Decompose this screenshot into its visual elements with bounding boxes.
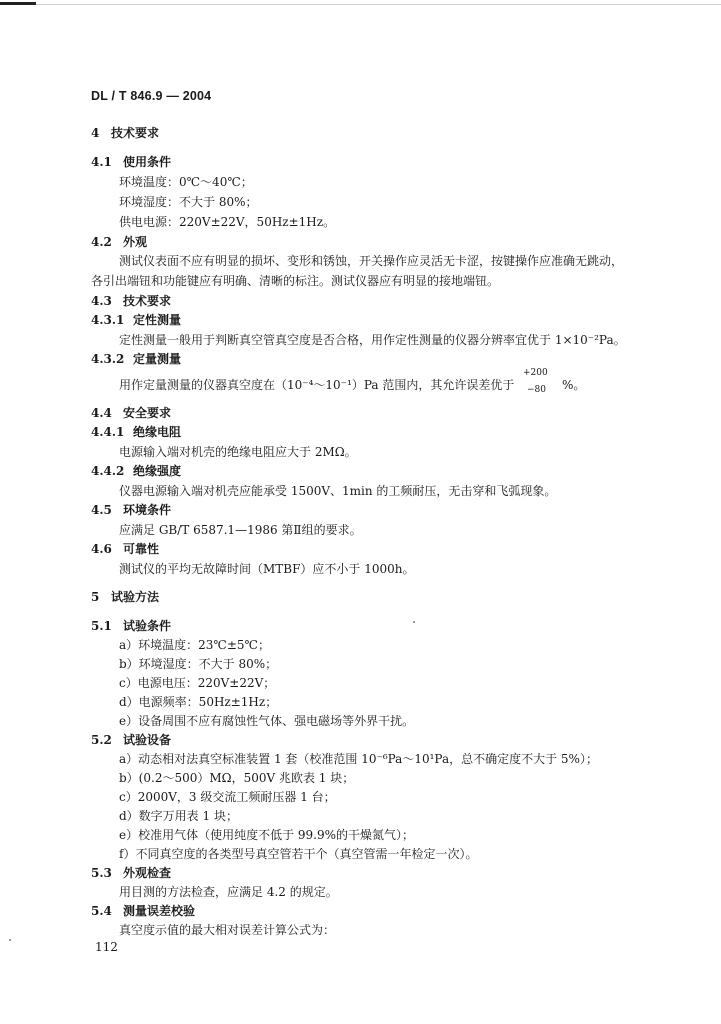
text-line <box>119 827 414 843</box>
line-text: d）电源频率：50Hz±1Hz； <box>119 695 278 709</box>
section-number: 5 <box>91 590 100 604</box>
section-heading <box>91 351 181 367</box>
line-text: 供电电源：220V±22V，50Hz±1Hz。 <box>119 215 336 229</box>
section-number: 4.2 <box>91 235 112 249</box>
text-line <box>119 656 277 672</box>
scan-speck <box>9 939 11 941</box>
section-number: 5.4 <box>91 904 112 918</box>
line-text: a）环境温度：23℃±5℃； <box>119 638 270 652</box>
text-line <box>119 444 357 460</box>
section-number: 4.5 <box>91 503 112 517</box>
section-title: 试验设备 <box>123 733 172 747</box>
text-line <box>119 808 238 824</box>
section-heading <box>91 618 171 634</box>
section-heading <box>91 502 171 518</box>
section-heading <box>91 589 159 605</box>
standard-header: DL / T 846.9 — 2004 <box>91 89 212 103</box>
page-number: 112 <box>95 940 118 954</box>
line-text: 用作定量测量的仪器真空度在（10⁻⁴～10⁻¹）Pa 范围内，其允许误差优于 <box>119 378 515 392</box>
section-number: 5.1 <box>91 619 112 633</box>
section-title: 测量误差校验 <box>123 904 196 918</box>
line-text: b）环境湿度：不大于 80%； <box>119 657 278 671</box>
line-text: 环境湿度：不大于 80%； <box>119 195 258 209</box>
text-line <box>119 174 253 190</box>
text-line <box>119 884 338 900</box>
section-title: 试验方法 <box>111 590 160 604</box>
text-line <box>119 253 623 269</box>
section-number: 4.1 <box>91 155 112 169</box>
line-text: 环境温度：0℃～40℃； <box>119 175 253 189</box>
section-heading <box>91 732 171 748</box>
tolerance-lower: −80 <box>527 385 546 395</box>
section-number: 5.2 <box>91 733 112 747</box>
section-heading <box>91 541 159 557</box>
line-text: a）动态相对法真空标准装置 1 套（校准范围 10⁻⁶Pa～10¹Pa，总不确定度不大于 5%）； <box>119 752 598 766</box>
line-text: d）数字万用表 1 块； <box>119 809 238 823</box>
line-text: c）2000V，3 级交流工频耐压器 1 台； <box>119 790 336 804</box>
section-heading <box>91 405 171 421</box>
top-corner-mark <box>0 2 36 5</box>
text-line <box>119 194 258 210</box>
section-title: 试验条件 <box>123 619 172 633</box>
section-heading <box>91 865 171 881</box>
text-line <box>119 377 514 393</box>
text-line <box>119 789 336 805</box>
text-line <box>119 694 277 710</box>
text-line <box>119 675 275 691</box>
section-title: 定量测量 <box>133 352 182 366</box>
text-line <box>119 922 335 938</box>
text-line <box>119 770 354 786</box>
section-title: 使用条件 <box>123 155 172 169</box>
top-border-line <box>0 4 721 5</box>
section-number: 4.3 <box>91 294 112 308</box>
section-title: 绝缘强度 <box>133 464 182 478</box>
scan-speck <box>413 621 415 623</box>
section-title: 绝缘电阻 <box>133 425 182 439</box>
text-line <box>119 713 414 729</box>
text-line <box>119 561 415 577</box>
section-number: 4.6 <box>91 542 112 556</box>
section-number: 4.3.1 <box>91 313 125 327</box>
section-number: 4 <box>91 126 100 140</box>
line-text: 测试仪的平均无故障时间（MTBF）应不小于 1000h。 <box>119 562 415 576</box>
line-text: %。 <box>562 378 586 392</box>
text-line <box>119 522 362 538</box>
line-text: 真空度示值的最大相对误差计算公式为： <box>119 923 336 937</box>
section-heading <box>91 463 181 479</box>
section-title: 技术要求 <box>123 294 172 308</box>
line-text: e）设备周围不应有腐蚀性气体、强电磁场等外界干扰。 <box>119 714 415 728</box>
text-line <box>119 483 556 499</box>
section-title: 安全要求 <box>123 406 172 420</box>
tolerance-upper: +200 <box>523 368 548 378</box>
text-line <box>119 846 477 862</box>
text-line <box>119 332 626 348</box>
section-title: 技术要求 <box>111 126 160 140</box>
section-title: 可靠性 <box>123 542 160 556</box>
line-text: 测试仪表面不应有明显的损坏、变形和锈蚀，开关操作应灵活无卡涩，按键操作应准确无跳动， <box>119 254 624 268</box>
section-number: 5.3 <box>91 866 112 880</box>
line-text: 电源输入端对机壳的绝缘电阻应大于 2MΩ。 <box>119 445 357 459</box>
section-heading <box>91 903 195 919</box>
text-line <box>562 377 585 393</box>
line-text: b）(0.2～500）MΩ，500V 兆欧表 1 块； <box>119 771 355 785</box>
section-number: 4.4 <box>91 406 112 420</box>
text-line <box>119 214 335 230</box>
line-text: 各引出端钮和功能键应有明确、清晰的标注。测试仪器应有明显的接地端钮。 <box>91 274 500 288</box>
line-text: e）校准用气体（使用纯度不低于 99.9%的干燥氮气）； <box>119 828 415 842</box>
section-heading <box>91 312 181 328</box>
line-text: 用目测的方法检查，应满足 4.2 的规定。 <box>119 885 338 899</box>
section-heading <box>91 125 159 141</box>
text-line <box>119 751 598 767</box>
section-title: 外观 <box>123 235 148 249</box>
line-text: 定性测量一般用于判断真空管真空度是否合格，用作定性测量的仪器分辨率宜优于 1×10⁻²Pa。 <box>119 333 626 347</box>
section-number: 4.3.2 <box>91 352 125 366</box>
section-heading <box>91 154 171 170</box>
text-line <box>91 273 499 289</box>
section-number: 4.4.1 <box>91 425 125 439</box>
section-title: 外观检查 <box>123 866 172 880</box>
section-heading <box>91 293 171 309</box>
section-title: 环境条件 <box>123 503 172 517</box>
line-text: 应满足 GB/T 6587.1—1986 第Ⅱ组的要求。 <box>119 523 362 537</box>
section-heading <box>91 424 181 440</box>
section-title: 定性测量 <box>133 313 182 327</box>
section-number: 4.4.2 <box>91 464 125 478</box>
line-text: c）电源电压：220V±22V； <box>119 676 276 690</box>
section-heading <box>91 234 147 250</box>
text-line <box>119 637 270 653</box>
line-text: f）不同真空度的各类型号真空管若干个（真空管需一年检定一次）。 <box>119 847 478 861</box>
line-text: 仪器电源输入端对机壳应能承受 1500V、1min 的工频耐压，无击穿和飞弧现象。 <box>119 484 557 498</box>
